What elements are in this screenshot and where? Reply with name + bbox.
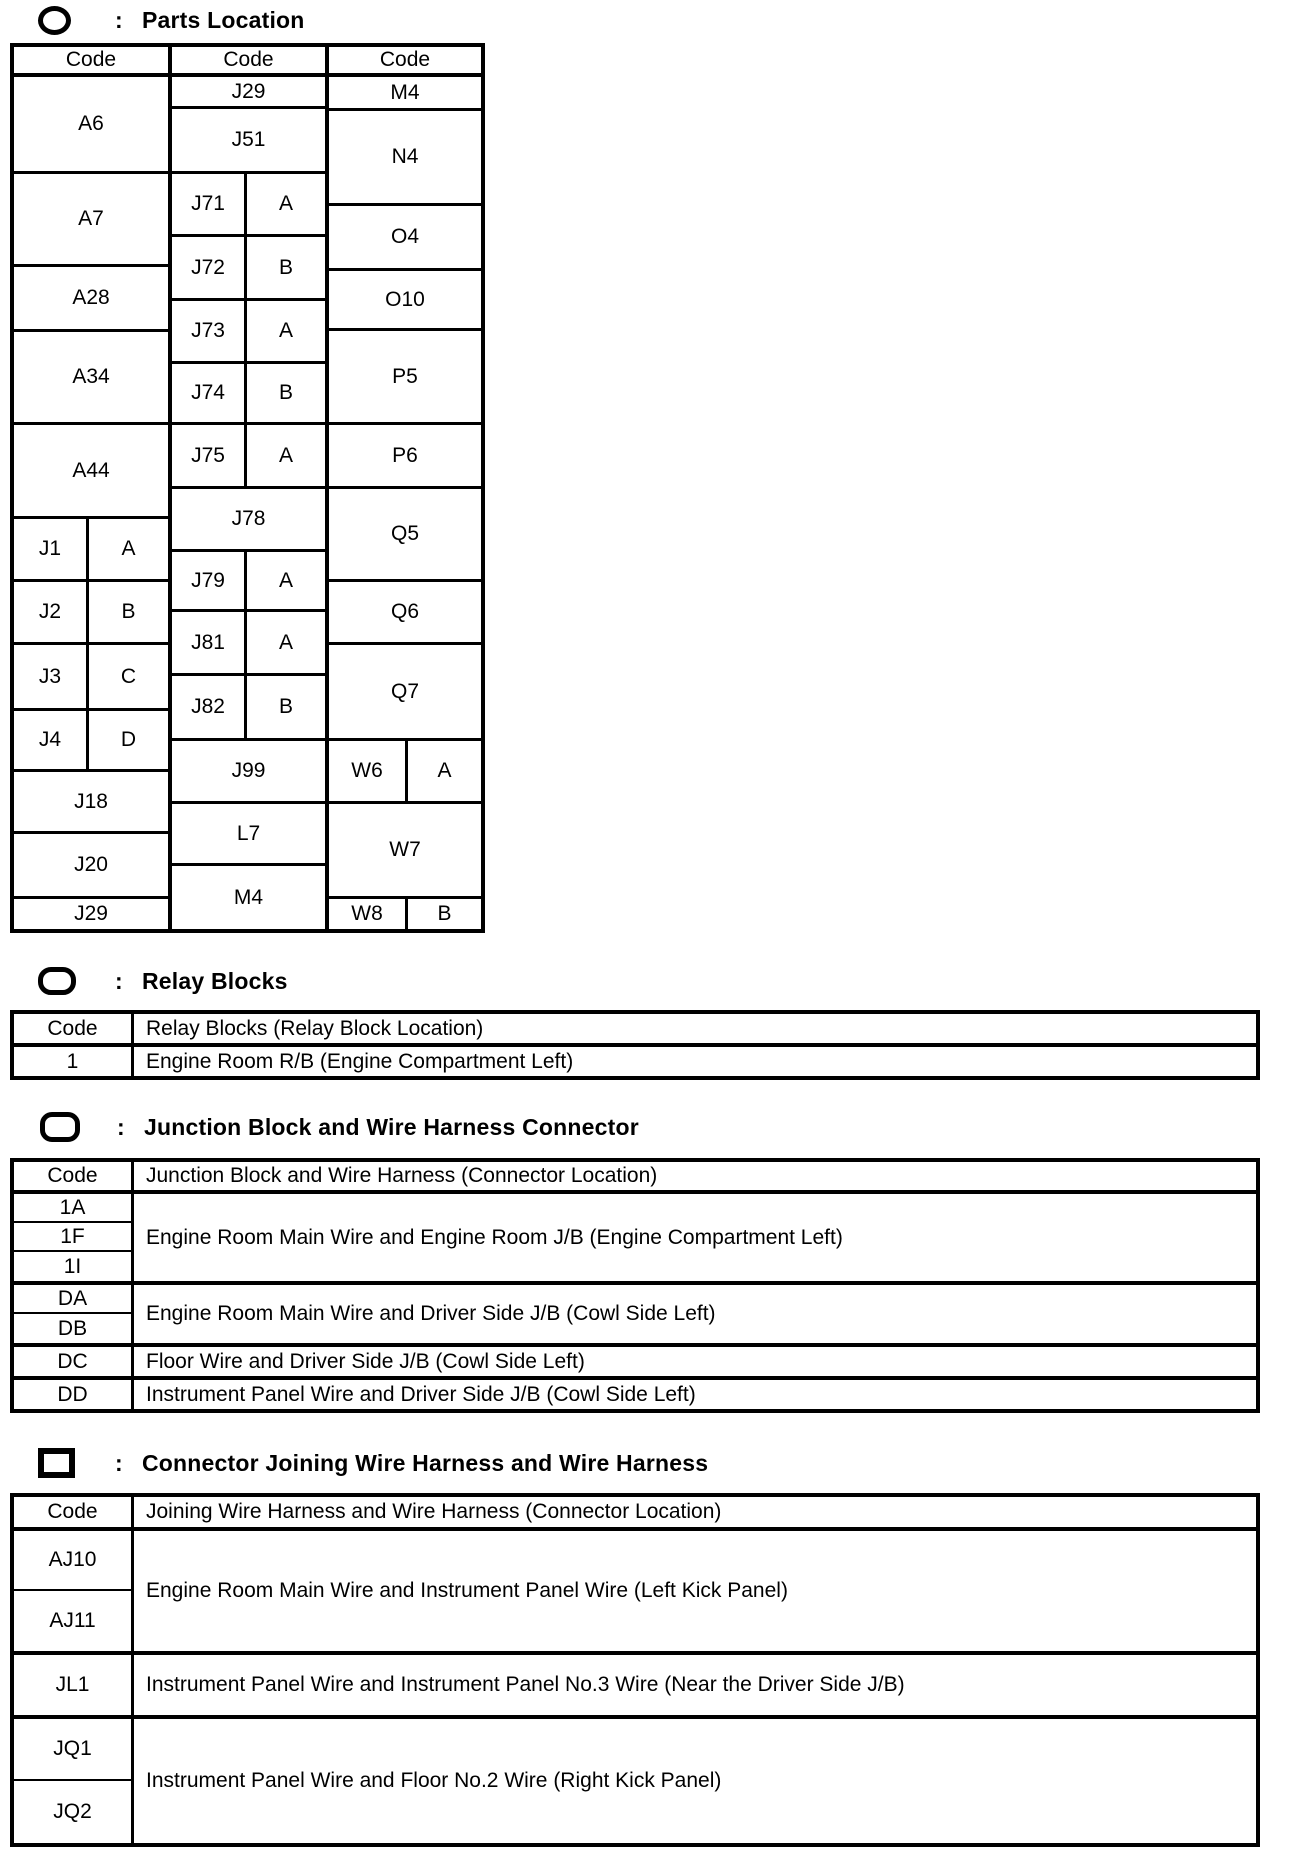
- parts-code-cell-J75: J75: [172, 425, 247, 486]
- table-group: [14, 1380, 1256, 1409]
- parts-row-A44: A44: [14, 425, 168, 519]
- stadium-icon: [38, 967, 76, 995]
- code-cells: [14, 1347, 134, 1376]
- parts-sub-cell-W8: B: [437, 902, 452, 925]
- parts-code-cell-J73: J73: [172, 301, 247, 361]
- parts-sub-cell-J71: A: [278, 192, 293, 215]
- parts-code-cell-J74: J74: [172, 364, 247, 422]
- code-cell-DC: DC: [57, 1349, 88, 1373]
- table-group: [14, 1531, 1256, 1655]
- location-desc-cell: Engine Room Main Wire and Engine Room J/B (Engine Compartment Left): [146, 1225, 843, 1249]
- icon-box: [38, 967, 115, 995]
- parts-code-cell-W6: W6: [329, 741, 408, 801]
- parts-sub-cell-J4: D: [120, 728, 137, 751]
- colon: :: [115, 967, 123, 994]
- section-title: Junction Block and Wire Harness Connector: [144, 1113, 639, 1140]
- parts-row-J3: [14, 645, 168, 711]
- parts-row-O10: O10: [329, 271, 481, 331]
- table-group: [14, 1719, 1256, 1843]
- location-desc-cell: Instrument Panel Wire and Driver Side J/B (Cowl Side Left): [146, 1382, 696, 1406]
- description-column-header: Joining Wire Harness and Wire Harness (Connector Location): [146, 1500, 722, 1523]
- parts-row-J81: [172, 612, 325, 676]
- parts-sub-cell-J74: B: [278, 381, 293, 404]
- parts-row-J74: [172, 364, 325, 425]
- parts-row-A7: A7: [14, 174, 168, 267]
- icon-box: [38, 1448, 115, 1478]
- parts-column-1: [14, 47, 172, 929]
- code-column-header: Code: [14, 1497, 134, 1527]
- parts-row-W7: W7: [329, 804, 481, 899]
- parts-code-cell-J2: J2: [14, 582, 89, 642]
- location-desc-cell: Instrument Panel Wire and Floor No.2 Wire (Right Kick Panel): [146, 1769, 722, 1792]
- parts-row-M4: M4: [233, 885, 264, 909]
- parts-code-cell-J71: J71: [172, 174, 247, 234]
- code-cells: [14, 1531, 134, 1651]
- parts-row-Q6: Q6: [329, 582, 481, 645]
- parts-sub-cell-J73: A: [278, 319, 293, 342]
- parts-sub-cell-J81: A: [278, 630, 293, 654]
- parts-row-J20: J20: [14, 834, 168, 899]
- code-column-header: Code: [14, 1014, 134, 1043]
- parts-row-J29: J29: [74, 902, 108, 925]
- parts-code-cell-J82: J82: [172, 676, 247, 738]
- parts-column-header: Code: [172, 47, 325, 77]
- parts-column-3: [329, 47, 481, 929]
- parts-row-J79: [172, 552, 325, 612]
- parts-row-A34: A34: [14, 332, 168, 425]
- section-title: Connector Joining Wire Harness and Wire Harness: [142, 1449, 709, 1476]
- parts-row-J72: [172, 237, 325, 301]
- code-cell-1F: 1F: [14, 1223, 131, 1252]
- parts-code-cell-J3: J3: [14, 645, 89, 708]
- rounded-square-icon: [40, 1112, 80, 1142]
- parts-sub-cell-J72: B: [278, 255, 293, 279]
- icon-box: [40, 1112, 117, 1142]
- code-cell-1A: 1A: [14, 1194, 131, 1223]
- code-cell-JQ2: JQ2: [53, 1800, 92, 1823]
- colon: :: [115, 1449, 123, 1476]
- parts-row-P6: P6: [329, 425, 481, 489]
- table-group: [14, 1285, 1256, 1347]
- parts-sub-cell-J75: A: [278, 443, 293, 467]
- parts-row-J29: J29: [172, 77, 325, 109]
- section-header-relay-blocks: [38, 965, 288, 997]
- code-cell-DD: DD: [57, 1382, 88, 1406]
- table-header-row: [14, 1497, 1256, 1531]
- code-cells: [14, 1194, 134, 1281]
- code-cell-1I: 1I: [63, 1254, 82, 1278]
- parts-row-P5: P5: [329, 331, 481, 425]
- parts-code-cell-J1: J1: [14, 519, 89, 579]
- parts-row-J78: J78: [172, 489, 325, 552]
- parts-row-Q5: Q5: [329, 489, 481, 582]
- colon: :: [115, 6, 123, 33]
- description-column-header: Relay Blocks (Relay Block Location): [146, 1016, 484, 1040]
- parts-sub-cell-J3: C: [120, 664, 137, 688]
- table-group: [14, 1655, 1256, 1719]
- table-group: [14, 1047, 1256, 1076]
- parts-row-L7: L7: [172, 804, 325, 866]
- parts-row-Q7: Q7: [329, 645, 481, 741]
- parts-row-J18: J18: [14, 772, 168, 834]
- circle-icon: [38, 6, 71, 35]
- code-cells: [14, 1047, 134, 1076]
- junction-block-table: [10, 1158, 1260, 1413]
- code-cell-AJ10: AJ10: [14, 1531, 131, 1591]
- code-column-header: Code: [14, 1162, 134, 1190]
- code-cell-JL1: JL1: [55, 1673, 90, 1696]
- parts-row-J1: [14, 519, 168, 582]
- code-cell-DB: DB: [57, 1316, 88, 1340]
- parts-code-cell-J79: J79: [172, 552, 247, 609]
- parts-column-2: [172, 47, 329, 929]
- parts-row-O4: O4: [329, 206, 481, 271]
- connector-joining-table: [10, 1493, 1260, 1847]
- parts-sub-cell-J79: A: [278, 568, 293, 592]
- parts-code-cell-J4: J4: [14, 711, 89, 769]
- table-group: [14, 1347, 1256, 1380]
- location-desc-cell: Engine Room R/B (Engine Compartment Left): [146, 1049, 574, 1073]
- code-cells: [14, 1655, 134, 1715]
- code-cell-1: 1: [66, 1049, 79, 1073]
- parts-sub-cell-J1: A: [121, 537, 136, 560]
- relay-blocks-table: [10, 1010, 1260, 1080]
- table-group: [14, 1194, 1256, 1285]
- colon: :: [117, 1113, 125, 1140]
- location-desc-cell: Engine Room Main Wire and Driver Side J/B (Cowl Side Left): [146, 1302, 716, 1325]
- parts-row-J82: [172, 676, 325, 741]
- location-desc-cell: Instrument Panel Wire and Instrument Panel No.3 Wire (Near the Driver Side J/B): [146, 1673, 905, 1696]
- section-title: Parts Location: [142, 6, 305, 33]
- parts-sub-cell-W6: A: [437, 759, 452, 782]
- parts-column-header: Code: [329, 47, 481, 77]
- section-header-junction-block: [40, 1111, 639, 1143]
- parts-row-W8: [329, 899, 481, 929]
- table-header-row: [14, 1014, 1256, 1047]
- parts-row-N4: N4: [329, 111, 481, 206]
- parts-code-cell-J81: J81: [172, 612, 247, 673]
- parts-row-J2: [14, 582, 168, 645]
- parts-location-table: [10, 43, 485, 933]
- parts-sub-cell-J82: B: [278, 695, 293, 718]
- location-desc-cell: Engine Room Main Wire and Instrument Panel Wire (Left Kick Panel): [146, 1579, 788, 1602]
- parts-row-M4: M4: [329, 77, 481, 111]
- section-header-parts-location: [38, 4, 305, 36]
- parts-row-J4: [14, 711, 168, 772]
- description-column-header: Junction Block and Wire Harness (Connector Location): [146, 1164, 658, 1187]
- parts-row-W6: [329, 741, 481, 804]
- parts-row-A28: A28: [14, 267, 168, 332]
- icon-box: [38, 6, 115, 35]
- parts-code-cell-J72: J72: [172, 237, 247, 298]
- parts-column-header: Code: [14, 47, 168, 77]
- code-cells: [14, 1380, 134, 1409]
- code-cells: [14, 1719, 134, 1843]
- parts-row-J75: [172, 425, 325, 489]
- parts-row-A6: A6: [14, 77, 168, 174]
- parts-row-J71: [172, 174, 325, 237]
- table-header-row: [14, 1162, 1256, 1194]
- section-header-connector-joining: [38, 1447, 708, 1479]
- parts-code-cell-W8: W8: [329, 899, 408, 929]
- code-cell-JQ1: JQ1: [14, 1719, 131, 1781]
- code-cell-DA: DA: [14, 1285, 131, 1314]
- parts-row-J99: J99: [172, 741, 325, 804]
- location-desc-cell: Floor Wire and Driver Side J/B (Cowl Side Left): [146, 1349, 585, 1373]
- section-title: Relay Blocks: [142, 967, 288, 994]
- parts-sub-cell-J2: B: [121, 600, 136, 623]
- parts-row-J51: J51: [172, 109, 325, 174]
- code-cells: [14, 1285, 134, 1343]
- code-cell-AJ11: AJ11: [49, 1609, 96, 1632]
- parts-row-J73: [172, 301, 325, 364]
- square-icon: [38, 1448, 75, 1478]
